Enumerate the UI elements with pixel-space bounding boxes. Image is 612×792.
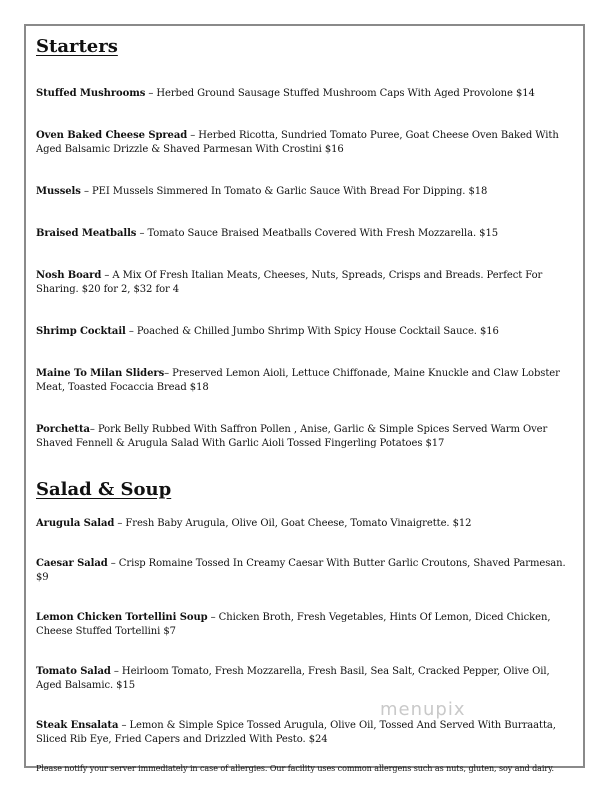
item-name: Stuffed Mushrooms bbox=[36, 88, 146, 99]
item-description: – Preserved Lemon Aioli, Lettuce Chiffonade, Maine Knuckle and Claw Lobster Meat, Toasted Focaccia Bread $18 bbox=[36, 368, 560, 393]
item-name: Caesar Salad bbox=[36, 558, 108, 569]
starters-list bbox=[36, 87, 578, 451]
menu-item bbox=[36, 367, 578, 395]
starters-heading: Starters bbox=[36, 36, 118, 57]
item-description: – Herbed Ground Sausage Stuffed Mushroom Caps With Aged Provolone $14 bbox=[145, 88, 535, 99]
menu-item bbox=[36, 325, 578, 339]
item-description: – PEI Mussels Simmered In Tomato & Garlic Sauce With Bread For Dipping. $18 bbox=[80, 186, 488, 197]
item-name: Braised Meatballs bbox=[36, 228, 137, 239]
menu-item bbox=[36, 227, 578, 241]
menu-item bbox=[36, 269, 578, 297]
item-description: – Herbed Ricotta, Sundried Tomato Puree, Goat Cheese Oven Baked With Aged Balsamic Drizzle & Shaved Parmesan With Crostini $16 bbox=[36, 130, 559, 155]
salad-soup-heading: Salad & Soup bbox=[36, 479, 172, 500]
item-name: Lemon Chicken Tortellini Soup bbox=[36, 612, 208, 623]
item-description: – Tomato Sauce Braised Meatballs Covered With Fresh Mozzarella. $15 bbox=[136, 228, 499, 239]
item-description: – Chicken Broth, Fresh Vegetables, Hints Of Lemon, Diced Chicken, Cheese Stuffed Tortellini $7 bbox=[36, 612, 551, 637]
menu-page bbox=[36, 36, 578, 774]
menu-item bbox=[36, 87, 578, 101]
item-name: Arugula Salad bbox=[36, 518, 115, 529]
item-description: – Poached & Chilled Jumbo Shrimp With Spicy House Cocktail Sauce. $16 bbox=[125, 326, 499, 337]
item-name: Porchetta bbox=[36, 424, 90, 435]
item-name: Mussels bbox=[36, 186, 81, 197]
menu-item bbox=[36, 517, 578, 531]
allergy-notice: Please notify your server immediately in case of allergies. Our facility uses common allergens such as nuts, gluten, soy and dairy. bbox=[36, 764, 555, 773]
item-name: Tomato Salad bbox=[36, 666, 111, 677]
menu-item bbox=[36, 185, 578, 199]
item-description: – Pork Belly Rubbed With Saffron Pollen , Anise, Garlic & Simple Spices Served Warm Over Shaved Fennell & Arugula Salad With Garlic Aioli Tossed Fingerling Potatoes $17 bbox=[36, 424, 548, 449]
menu-item bbox=[36, 557, 578, 585]
item-name: Shrimp Cocktail bbox=[36, 326, 126, 337]
item-description: – A Mix Of Fresh Italian Meats, Cheeses, Nuts, Spreads, Crisps and Breads. Perfect For Sharing. $20 for 2, $32 for 4 bbox=[36, 270, 543, 295]
item-name: Maine To Milan Sliders bbox=[36, 368, 165, 379]
menupix-watermark: menupix bbox=[380, 699, 466, 720]
menu-item bbox=[36, 665, 578, 693]
menu-item bbox=[36, 611, 578, 639]
item-name: Steak Ensalata bbox=[36, 720, 119, 731]
salad-soup-list bbox=[36, 517, 578, 747]
item-description: – Heirloom Tomato, Fresh Mozzarella, Fresh Basil, Sea Salt, Cracked Pepper, Olive Oil, Aged Balsamic. $15 bbox=[36, 666, 550, 691]
item-name: Nosh Board bbox=[36, 270, 102, 281]
menu-item bbox=[36, 129, 578, 157]
item-name: Oven Baked Cheese Spread bbox=[36, 130, 188, 141]
item-description: – Fresh Baby Arugula, Olive Oil, Goat Cheese, Tomato Vinaigrette. $12 bbox=[114, 518, 472, 529]
menu-item bbox=[36, 423, 578, 451]
item-description: – Crisp Romaine Tossed In Creamy Caesar With Butter Garlic Croutons, Shaved Parmesan. $9 bbox=[36, 558, 566, 583]
item-description: – Lemon & Simple Spice Tossed Arugula, Olive Oil, Tossed And Served With Burraatta, Sliced Rib Eye, Fried Capers and Drizzled With Pesto. $24 bbox=[36, 720, 556, 745]
menu-item bbox=[36, 719, 578, 747]
